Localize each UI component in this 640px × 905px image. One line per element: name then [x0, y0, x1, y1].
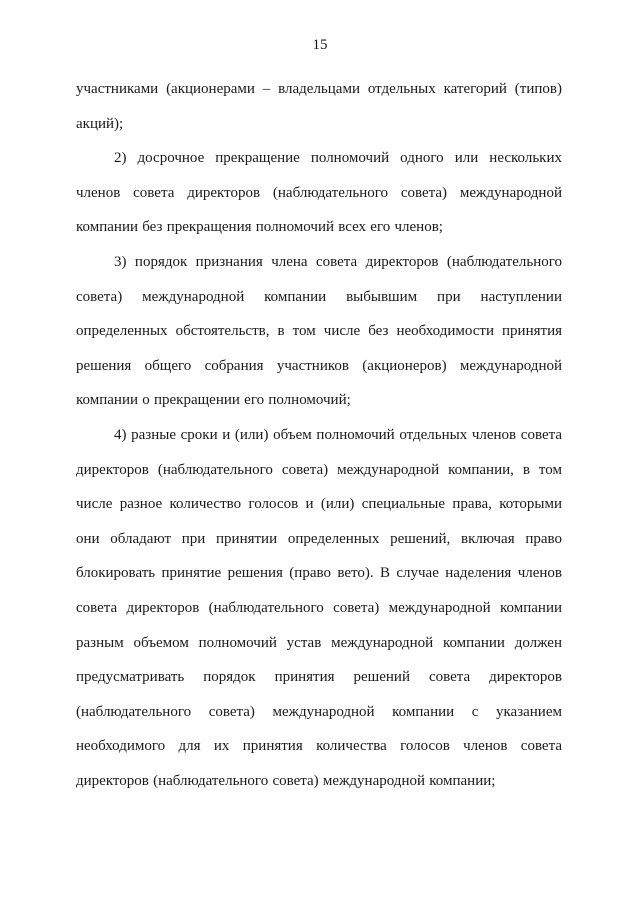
paragraph-continuation: участниками (акционерами – владельцами отдельных категорий (типов) акций); [76, 81, 562, 132]
paragraph-item-2: 2) досрочное прекращение полномочий одного или нескольких членов совета директоров (наблюдательного совета) международной компании без прекращения полномочий всех его членов; [76, 150, 562, 236]
paragraph-item-4: 4) разные сроки и (или) объем полномочий отдельных членов совета директоров (наблюдательного совета) международной компании, в том числе разное количество голосов и (или) специальные права, которыми они обладают при принятии определенных решений, включая право блокировать принятие решения (право вето). В случае наделения членов совета директоров (наблюдательного совета) международной компании разным объемом полномочий устав международной компании должен предусматривать порядок принятия решений совета директоров (наблюдательного совета) международной компании с указанием необходимого для их принятия количества голосов членов совета директоров (наблюдательного совета) международной компании; [76, 426, 562, 789]
page-number: 15 [312, 37, 328, 53]
document-body [76, 72, 562, 798]
paragraph-item-3: 3) порядок признания члена совета директоров (наблюдательного совета) международной компании выбывшим при наступлении определенных обстоятельств, в том числе без необходимости принятия решения общего собрания участников (акционеров) международной компании о прекращении его полномочий; [76, 253, 562, 409]
